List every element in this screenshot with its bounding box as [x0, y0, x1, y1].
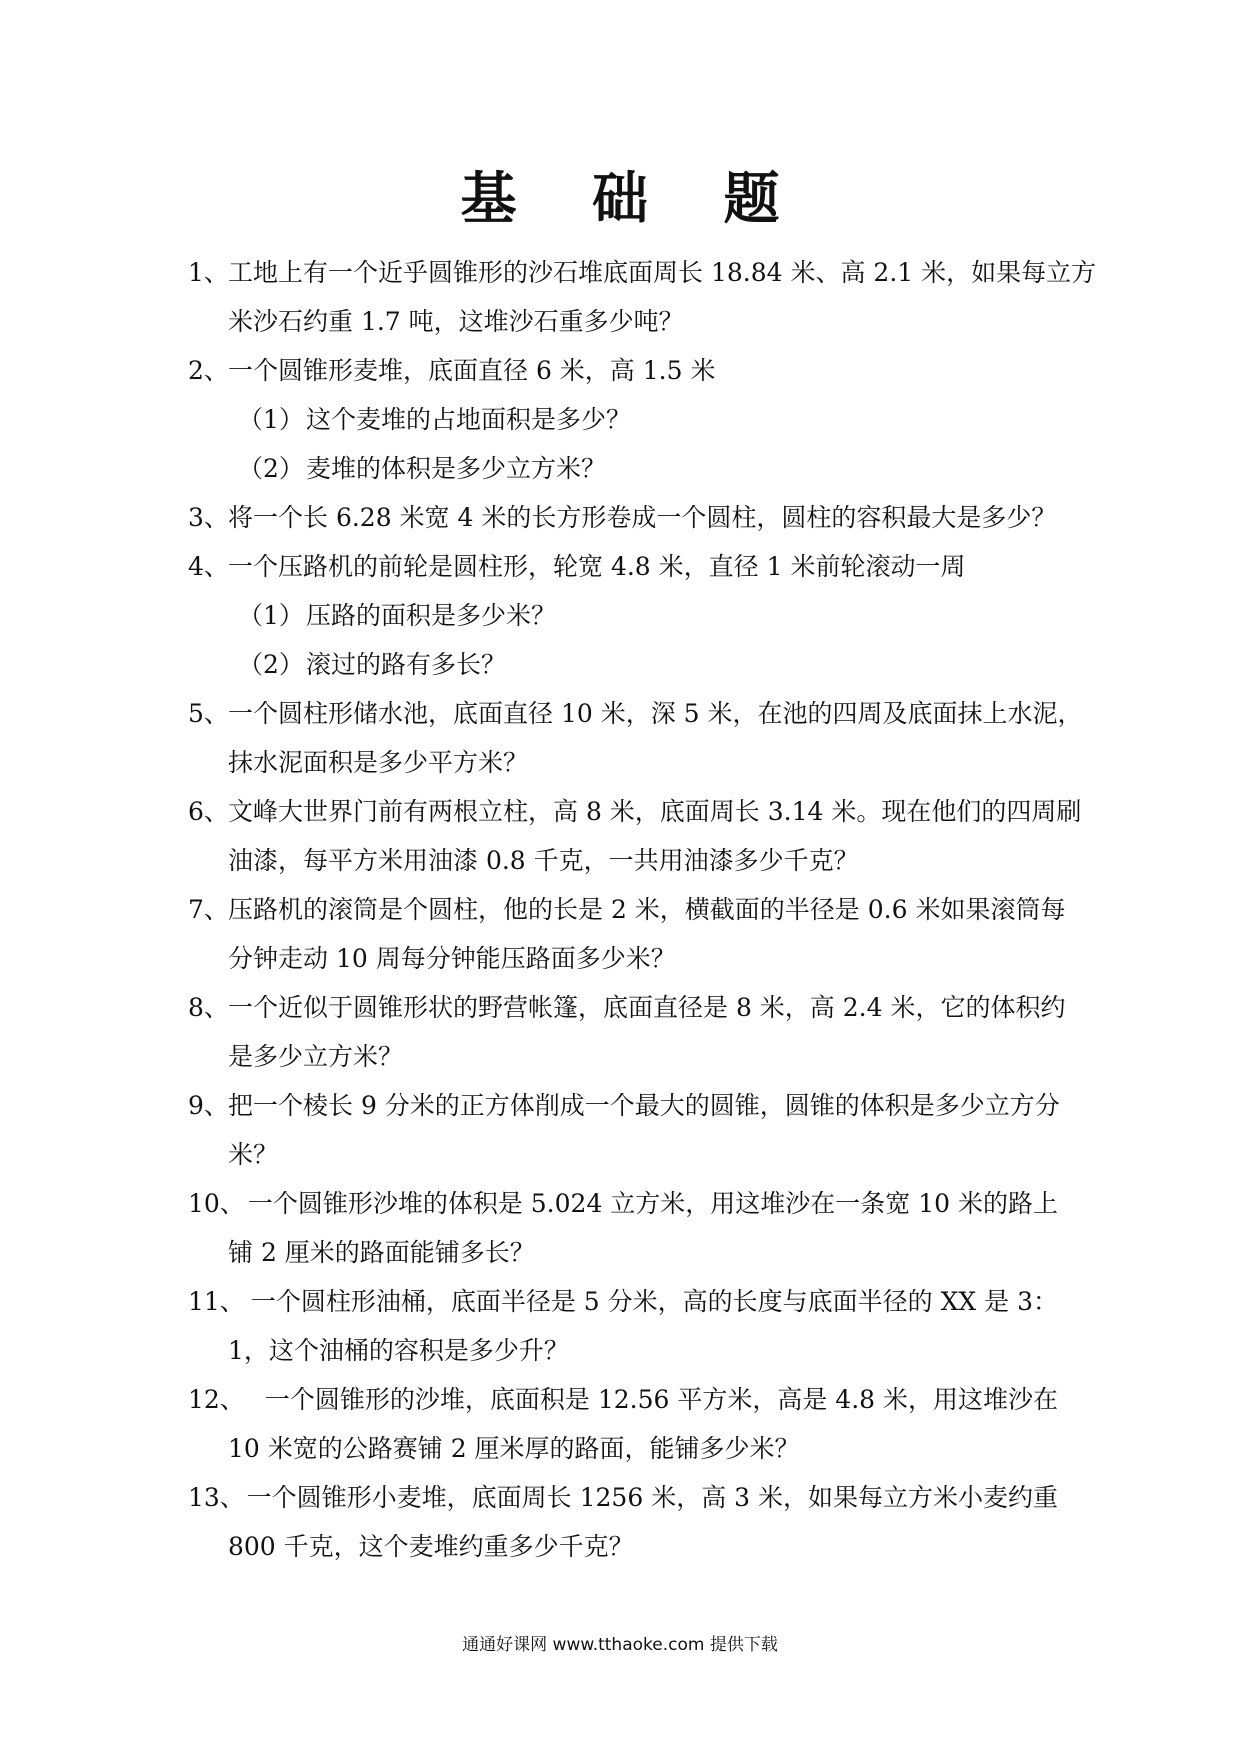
question-number: 7、 [188, 895, 229, 924]
question-text: 一个圆柱形油桶，底面半径是 5 分米，高的长度与底面半径的 XX 是 3： [250, 1287, 1058, 1316]
sub-question-number: （2） [238, 650, 304, 679]
question-1 [188, 248, 1097, 346]
question-number: 4、 [188, 552, 229, 581]
question-9 [188, 1081, 1058, 1179]
sub-question-text: 麦堆的体积是多少立方米？ [306, 454, 607, 483]
question-text-continued: 油漆，每平方米用油漆 0.8 千克，一共用油漆多少千克？ [228, 846, 859, 875]
question-text-continued: 米？ [228, 1140, 279, 1169]
question-text-continued: 分钟走动 10 周每分钟能压路面多少米？ [228, 944, 676, 973]
sub-question [188, 640, 1058, 689]
question-text: 压路机的滚筒是个圆柱，他的长是 2 米，横截面的半径是 0.6 米如果滚筒每 [228, 895, 1066, 924]
question-12 [188, 1375, 1058, 1473]
question-text: 一个圆锥形麦堆，底面直径 6 米，高 1.5 米 [228, 356, 716, 385]
question-text: 一个圆柱形储水池，底面直径 10 米，深 5 米，在池的四周及底面抹上水泥， [228, 699, 1083, 728]
sub-question-number: （1） [238, 405, 304, 434]
question-text: 将一个长 6.28 米宽 4 米的长方形卷成一个圆柱，圆柱的容积最大是多少？ [228, 503, 1057, 532]
question-7 [188, 885, 1066, 983]
sub-question-text: 这个麦堆的占地面积是多少？ [306, 405, 632, 434]
question-number: 3、 [188, 503, 229, 532]
sub-question-number: （2） [238, 454, 304, 483]
question-text: 一个圆锥形的沙堆，底面积是 12.56 平方米，高是 4.8 米，用这堆沙在 [264, 1385, 1058, 1414]
question-text-continued: 800 千克，这个麦堆约重多少千克？ [228, 1532, 634, 1561]
question-text: 文峰大世界门前有两根立柱，高 8 米，底面周长 3.14 米。现在他们的四周刷 [228, 797, 1082, 826]
question-text-continued: 是多少立方米？ [228, 1042, 404, 1071]
question-text-continued: 铺 2 厘米的路面能铺多长？ [228, 1238, 535, 1267]
question-text-continued: 10 米宽的公路赛铺 2 厘米厚的路面，能铺多少米？ [228, 1434, 800, 1463]
question-list [188, 248, 1097, 1571]
question-5 [188, 689, 1083, 787]
question-number: 1、 [188, 258, 229, 287]
question-text: 一个近似于圆锥形状的野营帐篷，底面直径是 8 米，高 2.4 米，它的体积约 [228, 993, 1066, 1022]
question-8 [188, 983, 1066, 1081]
footer-source-note: 通通好课网 www.tthaoke.com 提供下载 [462, 1635, 778, 1655]
sub-question [188, 395, 1058, 444]
question-text: 工地上有一个近乎圆锥形的沙石堆底面周长 18.84 米、高 2.1 米，如果每立方 [228, 258, 1097, 287]
question-text-continued: 1，这个油桶的容积是多少升？ [228, 1336, 569, 1365]
question-10 [188, 1179, 1058, 1277]
question-3 [188, 493, 1058, 542]
question-text: 把一个棱长 9 分米的正方体削成一个最大的圆锥，圆锥的体积是多少立方分 [228, 1091, 1060, 1120]
question-number: 8、 [188, 993, 229, 1022]
question-13 [188, 1473, 1058, 1571]
question-text-continued: 米沙石约重 1.7 吨，这堆沙石重多少吨？ [228, 307, 684, 336]
question-number: 12、 [188, 1385, 245, 1414]
sub-question-text: 滚过的路有多长？ [306, 650, 507, 679]
sub-question [188, 444, 1058, 493]
question-text: 一个圆锥形沙堆的体积是 5.024 立方米，用这堆沙在一条宽 10 米的路上 [247, 1189, 1058, 1218]
question-2 [188, 346, 1058, 493]
question-number: 10、 [188, 1189, 245, 1218]
question-number: 11、 [188, 1287, 245, 1316]
question-number: 13、 [188, 1483, 245, 1512]
question-11 [188, 1277, 1058, 1375]
question-number: 6、 [188, 797, 229, 826]
question-number: 2、 [188, 356, 229, 385]
question-number: 9、 [188, 1091, 229, 1120]
sub-question-number: （1） [238, 601, 304, 630]
question-text: 一个压路机的前轮是圆柱形，轮宽 4.8 米，直径 1 米前轮滚动一周 [228, 552, 966, 581]
question-4 [188, 542, 1058, 689]
question-text-continued: 抹水泥面积是多少平方米？ [228, 748, 529, 777]
question-text: 一个圆锥形小麦堆，底面周长 1256 米，高 3 米，如果每立方米小麦约重 [246, 1483, 1058, 1512]
page-title: 基 础 题 [460, 167, 808, 232]
sub-question [188, 591, 1058, 640]
question-6 [188, 787, 1082, 885]
question-number: 5、 [188, 699, 229, 728]
sub-question-text: 压路的面积是多少米？ [306, 601, 557, 630]
